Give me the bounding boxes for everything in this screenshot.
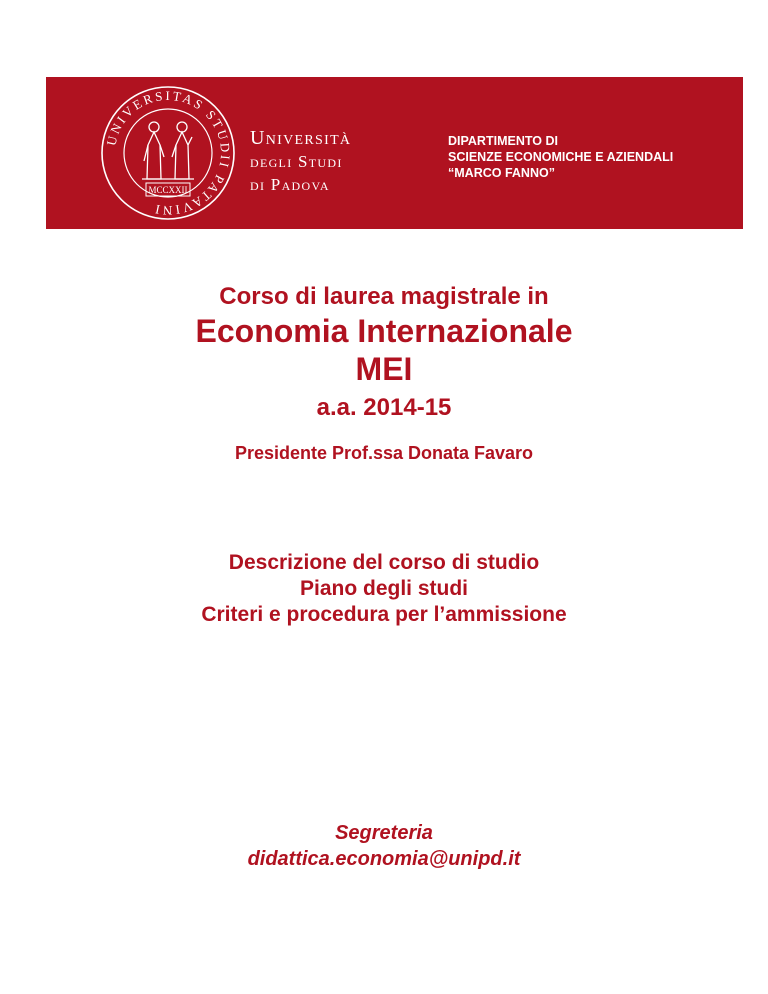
seal-date: MCCXXII [148, 185, 188, 195]
contents-item: Piano degli studi [299, 577, 468, 600]
university-banner [46, 77, 743, 229]
course-intro: Corso di laurea magistrale in [219, 283, 549, 310]
university-name-line: di Padova [250, 175, 330, 194]
course-name: Economia Internazionale [195, 313, 573, 349]
svg-text:UNIVERSITAS STUDII PATAVINI: UNIVERSITAS STUDII PATAVINI [103, 87, 234, 219]
university-seal-icon [98, 83, 238, 223]
department-name [448, 133, 673, 181]
contents-item: Descrizione del corso di studio [228, 551, 540, 574]
university-name [250, 127, 351, 196]
university-name-line: Università [250, 127, 352, 149]
contents-item: Criteri e procedura per l’ammissione [201, 603, 567, 626]
contact-block [0, 820, 768, 872]
department-line: DIPARTIMENTO DI [448, 134, 558, 148]
course-president: Presidente Prof.ssa Donata Favaro [234, 443, 534, 463]
academic-year: a.a. 2014-15 [316, 394, 452, 421]
department-line: “MARCO FANNO” [448, 166, 555, 180]
department-line: SCIENZE ECONOMICHE E AZIENDALI [448, 150, 674, 164]
university-name-line: degli Studi [250, 152, 343, 171]
contact-email: didattica.economia@unipd.it [247, 848, 521, 870]
course-code: MEI [355, 351, 413, 387]
contents-list [0, 550, 768, 628]
contact-label: Segreteria [335, 822, 433, 844]
